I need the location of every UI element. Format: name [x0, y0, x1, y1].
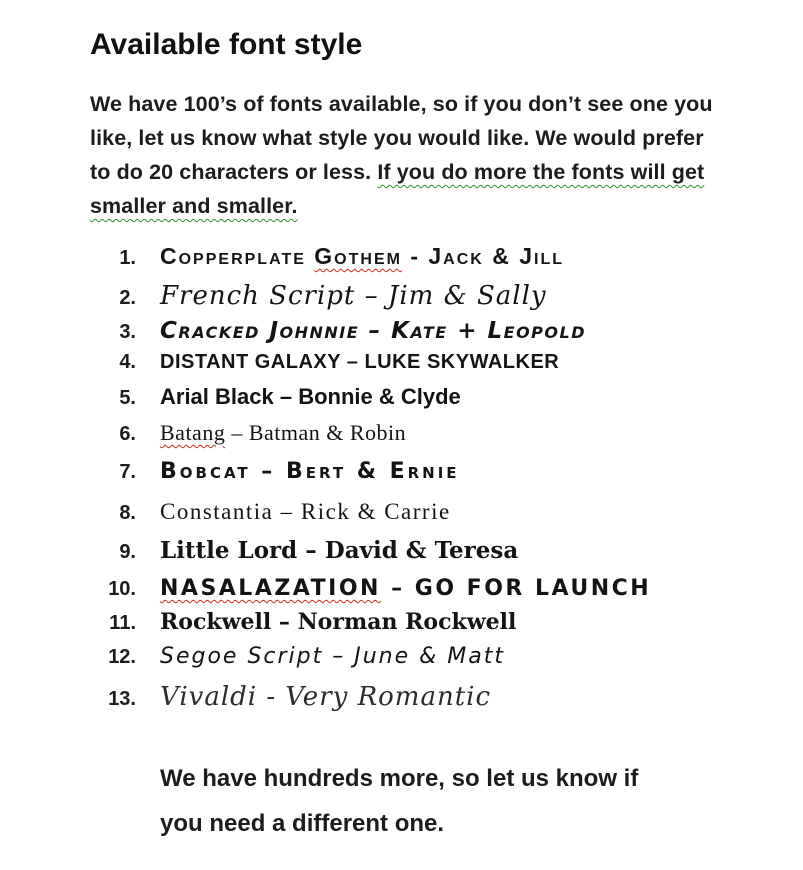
font-sample-text: Rockwell – Norman Rockwell: [160, 609, 517, 635]
font-sample: [160, 318, 586, 344]
closing-note: [160, 756, 803, 846]
intro-text: We have 100’s of fonts available, so if you don’t see one you: [90, 92, 713, 116]
font-list-item: [90, 644, 803, 669]
font-sample-text: French Script – Jim & Sally: [160, 281, 547, 311]
intro-text: to do 20 characters or less.: [90, 160, 378, 184]
list-number: 2.: [119, 287, 136, 309]
font-list-item: [90, 499, 803, 525]
font-list-item: [90, 537, 803, 564]
font-sample-text: Cracked Johnnie – Kate + Leopold: [160, 318, 586, 344]
intro-line: [90, 155, 803, 189]
font-list-item: [90, 682, 803, 712]
font-sample: [160, 281, 547, 311]
list-number: 10.: [108, 578, 136, 600]
font-sample: [160, 576, 651, 601]
font-list-item: [90, 318, 803, 344]
intro-text: like, let us know what style you would like. We would prefer: [90, 126, 704, 150]
list-number: 1.: [119, 247, 136, 269]
list-number: 12.: [108, 646, 136, 668]
font-list-item: [90, 384, 803, 410]
font-sample: [160, 609, 516, 635]
font-sample-text: Little Lord – David & Teresa: [160, 537, 519, 564]
font-list-item: [90, 420, 803, 446]
font-sample: [160, 682, 491, 712]
intro-paragraph: [90, 87, 803, 223]
font-list-item: [90, 281, 803, 311]
closing-line: you need a different one.: [160, 810, 445, 837]
font-sample: [160, 459, 460, 484]
font-list-item: [90, 576, 803, 601]
font-sample-text: – Batman & Robin: [225, 420, 407, 445]
font-list-item: [90, 609, 803, 635]
font-list-item: [90, 243, 803, 270]
list-number: 7.: [119, 461, 136, 483]
font-sample-text: Constantia – Rick & Carrie: [160, 499, 451, 524]
list-number: 8.: [119, 502, 136, 524]
font-list-item: [90, 459, 803, 484]
font-sample-text: DISTANT GALAXY – LUKE SKYWALKER: [160, 351, 560, 373]
misspelled-word: Gothem: [314, 243, 402, 269]
font-sample-text: Bobcat – Bert & Ernie: [160, 459, 460, 484]
list-number: 5.: [119, 387, 136, 409]
list-number: 4.: [119, 351, 136, 373]
font-sample-text: – GO FOR LAUNCH: [380, 576, 652, 601]
misspelled-word: NASALAZATION: [160, 576, 381, 601]
page-title: Available font style: [90, 28, 363, 61]
font-sample-text: Copperplate: [160, 243, 315, 269]
list-number: 3.: [119, 321, 136, 343]
font-list: [90, 243, 803, 712]
closing-line: We have hundreds more, so let us know if: [160, 765, 639, 792]
grammar-underlined-text: If you do more the fonts will get: [377, 160, 705, 184]
list-number: 13.: [108, 688, 136, 710]
font-sample: [160, 499, 451, 525]
list-number: 9.: [119, 541, 136, 563]
misspelled-word: Batang: [160, 420, 226, 445]
intro-line: [90, 121, 803, 155]
font-sample-text: Vivaldi - Very Romantic: [160, 682, 492, 712]
font-sample: [160, 243, 564, 270]
font-sample: [160, 384, 461, 410]
intro-line: [90, 87, 803, 121]
font-sample: [160, 644, 505, 669]
font-sample: [160, 537, 518, 564]
list-number: 11.: [109, 612, 136, 634]
font-list-item: [90, 351, 803, 374]
font-sample-text: Arial Black – Bonnie & Clyde: [160, 384, 461, 409]
intro-line: [90, 189, 803, 223]
font-sample: [160, 351, 559, 374]
font-sample-text: Segoe Script – June & Matt: [160, 644, 506, 669]
font-sample-text: - Jack & Jill: [401, 243, 565, 269]
list-number: 6.: [119, 423, 136, 445]
font-sample: [160, 420, 406, 446]
grammar-underlined-text: smaller and smaller.: [90, 194, 298, 218]
